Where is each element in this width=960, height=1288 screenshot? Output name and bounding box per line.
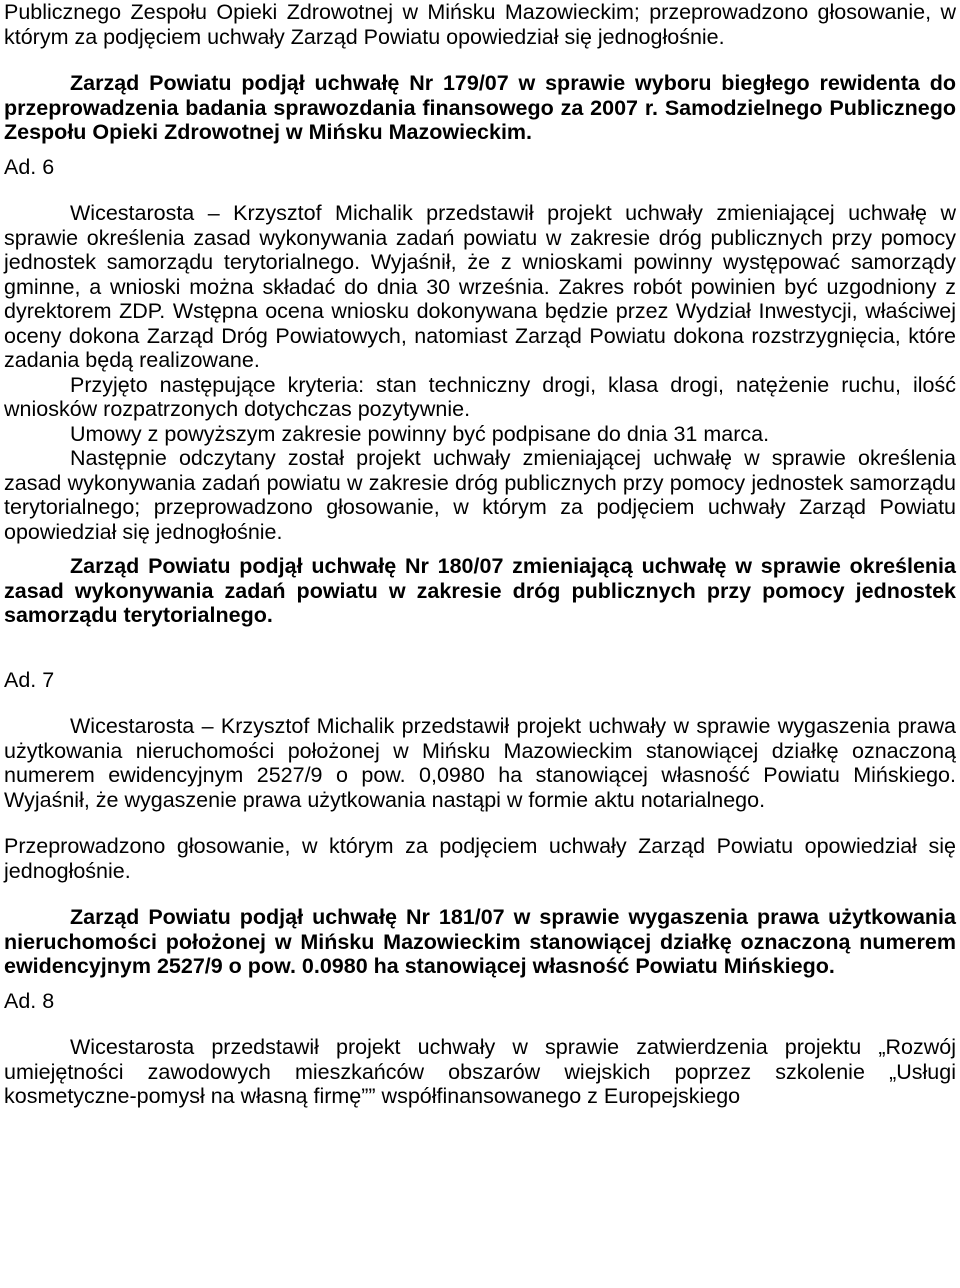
ad7-paragraph-1: Wicestarosta – Krzysztof Michalik przedstawił projekt uchwały w sprawie wygaszenia prawa użytkowania nieruchomości położonej w Mińsku Mazowieckim stanowiącej działkę oznaczoną numerem ewidencyjnym 2527/9 o pow. 0,0980 ha stanowiącej własność Powiatu Mińskiego. Wyjaśnił, że wygaszenie prawa użytkowania nastąpi w formie aktu notarialnego. bbox=[4, 714, 956, 812]
ad6-paragraph-1: Wicestarosta – Krzysztof Michalik przedstawił projekt uchwały zmieniającej uchwałę w sprawie określenia zasad wykonywania zadań powiatu w zakresie dróg publicznych przy pomocy jednostek samorządu terytorialnego. Wyjaśnił, że z wnioskami powinny występować samorządy gminne, a wnioski można składać do dnia 30 września. Zakres robót powinien być uzgodniony z dyrektorem ZDP. Wstępna ocena wniosku dokonywana będzie przez Wydział Inwestycji, właściwej oceny dokona Zarząd Dróg Powiatowych, natomiast Zarząd Powiatu dokona rozstrzygnięcia, które zadania będą realizowane. bbox=[4, 201, 956, 372]
resolution-181: Zarząd Powiatu podjął uchwałę Nr 181/07 w sprawie wygaszenia prawa użytkowania nieruchomości położonej w Mińsku Mazowieckim stanowiącej działkę oznaczoną numerem ewidencyjnym 2527/9 o pow. 0.0980 ha stanowiącej własność Powiatu Mińskiego. bbox=[4, 905, 956, 978]
resolution-180: Zarząd Powiatu podjął uchwałę Nr 180/07 zmieniającą uchwałę w sprawie określenia zasad wykonywania zadań powiatu w zakresie dróg publicznych przy pomocy jednostek samorządu terytorialnego. bbox=[4, 554, 956, 627]
ad6-paragraph-2: Przyjęto następujące kryteria: stan techniczny drogi, klasa drogi, natężenie ruchu, ilość wniosków rozpatrzonych dotychczas pozytywnie. bbox=[4, 372, 956, 421]
section-heading-ad6: Ad. 6 bbox=[4, 154, 55, 179]
section-heading-ad8: Ad. 8 bbox=[4, 988, 55, 1013]
ad8-paragraph-1: Wicestarosta przedstawił projekt uchwały w sprawie zatwierdzenia projektu „Rozwój umiejętności zawodowych mieszkańców obszarów wiejskich poprzez szkolenie „Usługi kosmetyczne-pomysł na własną firmę”” współfinansowanego z Europejskiego bbox=[4, 1035, 956, 1108]
resolution-179: Zarząd Powiatu podjął uchwałę Nr 179/07 w sprawie wyboru biegłego rewidenta do przeprowadzenia badania sprawozdania finansowego za 2007 r. Samodzielnego Publicznego Zespołu Opieki Zdrowotnej w Mińsku Mazowieckim. bbox=[4, 71, 956, 144]
intro-paragraph: Publicznego Zespołu Opieki Zdrowotnej w Mińsku Mazowieckim; przeprowadzono głosowanie, w którym za podjęciem uchwały Zarząd Powiatu opowiedział się jednogłośnie. bbox=[4, 0, 956, 49]
document-page bbox=[4, 0, 956, 1109]
ad7-paragraph-2: Przeprowadzono głosowanie, w którym za podjęciem uchwały Zarząd Powiatu opowiedział się jednogłośnie. bbox=[4, 834, 956, 883]
section-heading-ad7: Ad. 7 bbox=[4, 667, 55, 692]
ad6-paragraph-3: Umowy z powyższym zakresie powinny być podpisane do dnia 31 marca. bbox=[70, 421, 770, 446]
ad6-paragraph-4: Następnie odczytany został projekt uchwały zmieniającej uchwałę w sprawie określenia zasad wykonywania zadań powiatu w zakresie dróg publicznych przy pomocy jednostek samorządu terytorialnego; przeprowadzono głosowanie, w którym za podjęciem uchwały Zarząd Powiatu opowiedział się jednogłośnie. bbox=[4, 446, 956, 544]
